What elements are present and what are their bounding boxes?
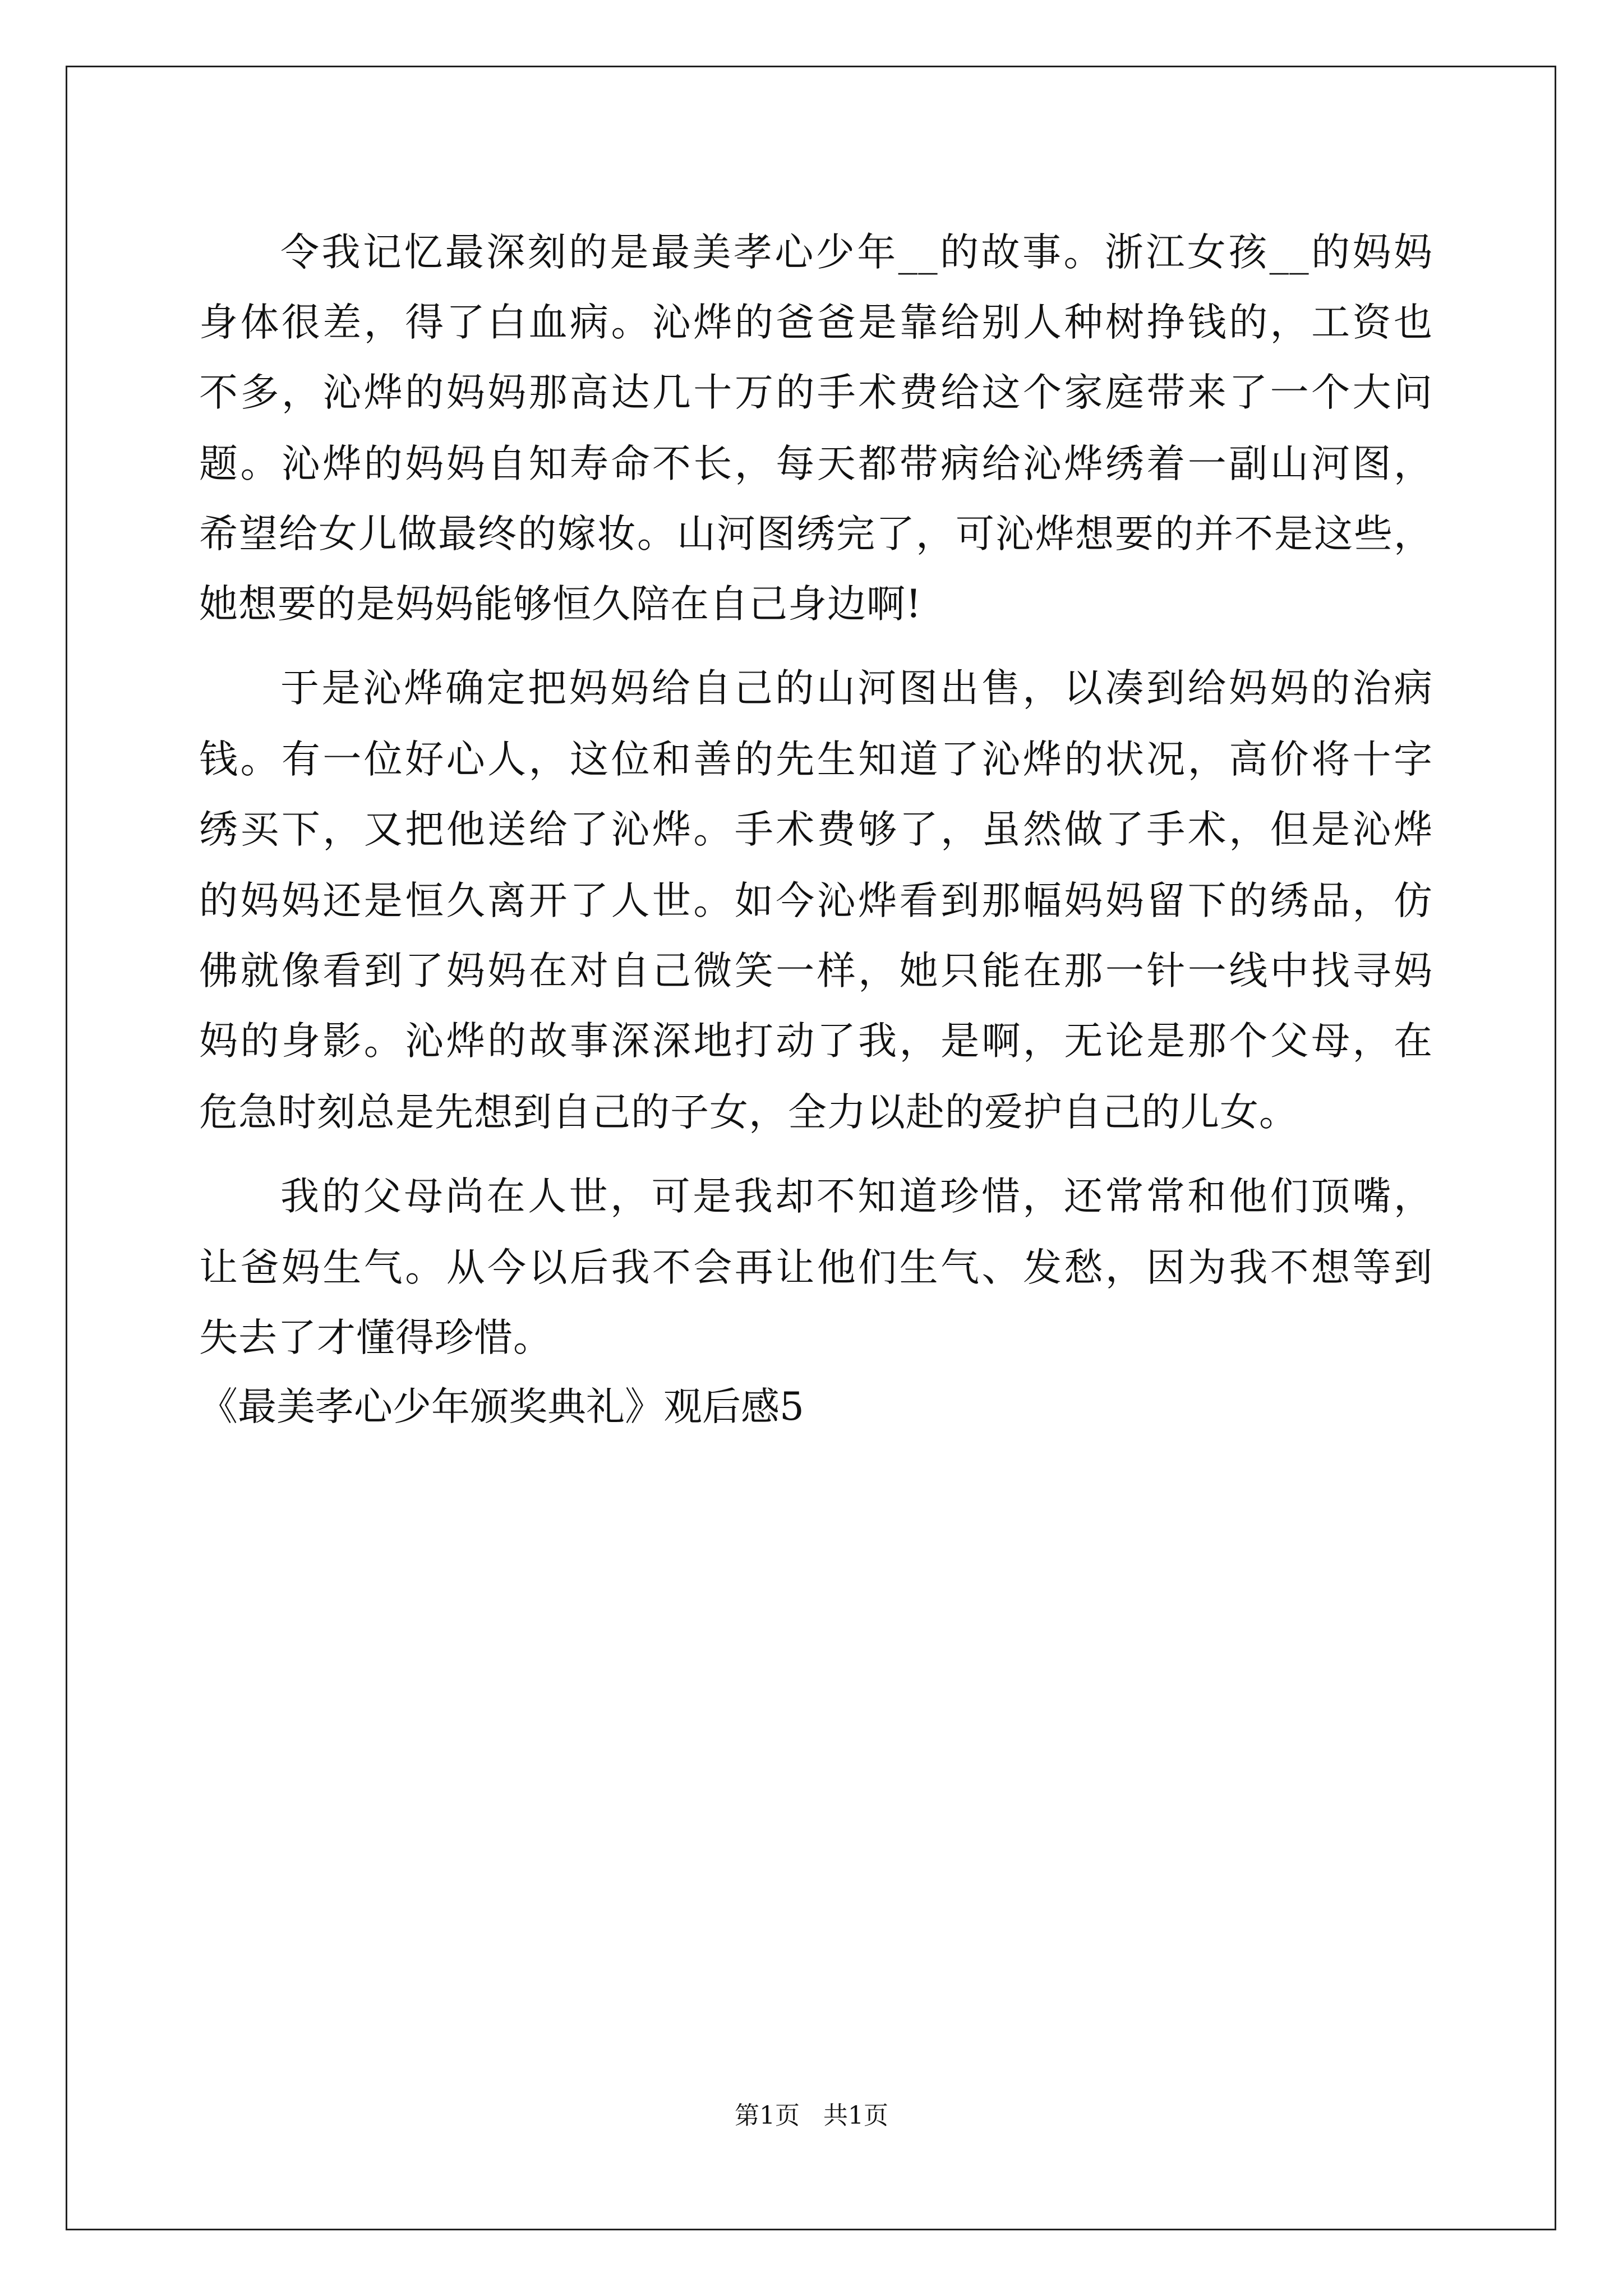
paragraph-3-line-1: 我的父母尚在人世，可是我却不知道珍惜，还常常和他们顶嘴， xyxy=(280,1174,1433,1219)
paragraph-1-line-1: 令我记忆最深刻的是最美孝心少年__的故事。浙江女孩__的妈妈 xyxy=(280,230,1433,275)
paragraph-2-line-5: 佛就像看到了妈妈在对自己微笑一样，她只能在那一针一线中找寻妈 xyxy=(199,949,1433,993)
paragraph-1-line-6: 她想要的是妈妈能够恒久陪在自己身边啊! xyxy=(199,582,922,627)
paragraph-2-line-4: 的妈妈还是恒久离开了人世。如今沁烨看到那幅妈妈留下的绣品，仿 xyxy=(199,878,1433,923)
paragraph-2-line-6: 妈的身影。沁烨的故事深深地打动了我，是啊，无论是那个父母，在 xyxy=(199,1019,1433,1064)
paragraph-1-line-3: 不多，沁烨的妈妈那高达几十万的手术费给这个家庭带来了一个大问 xyxy=(199,370,1433,415)
paragraph-1-line-2: 身体很差，得了白血病。沁烨的爸爸是靠给别人种树挣钱的，工资也 xyxy=(199,300,1433,345)
page-footer: 第1页 共1页 xyxy=(735,2101,888,2130)
paragraph-2-line-2: 钱。有一位好心人，这位和善的先生知道了沁烨的状况，高价将十字 xyxy=(199,737,1433,782)
paragraph-3-line-2: 让爸妈生气。从今以后我不会再让他们生气、发愁，因为我不想等到 xyxy=(199,1245,1433,1290)
paragraph-1-line-4: 题。沁烨的妈妈自知寿命不长，每天都带病给沁烨绣着一副山河图， xyxy=(199,441,1433,486)
section-heading: 《最美孝心少年颁奖典礼》观后感5 xyxy=(199,1384,804,1429)
paragraph-2-line-7: 危急时刻总是先想到自己的子女，全力以赴的爱护自己的儿女。 xyxy=(199,1090,1298,1135)
paragraph-2-line-1: 于是沁烨确定把妈妈给自己的山河图出售，以凑到给妈妈的治病 xyxy=(280,666,1433,711)
paragraph-2-line-3: 绣买下，又把他送给了沁烨。手术费够了，虽然做了手术，但是沁烨 xyxy=(199,807,1433,852)
paragraph-1-line-5: 希望给女儿做最终的嫁妆。山河图绣完了，可沁烨想要的并不是这些， xyxy=(199,512,1433,556)
paragraph-3-line-3: 失去了才懂得珍惜。 xyxy=(199,1315,552,1360)
